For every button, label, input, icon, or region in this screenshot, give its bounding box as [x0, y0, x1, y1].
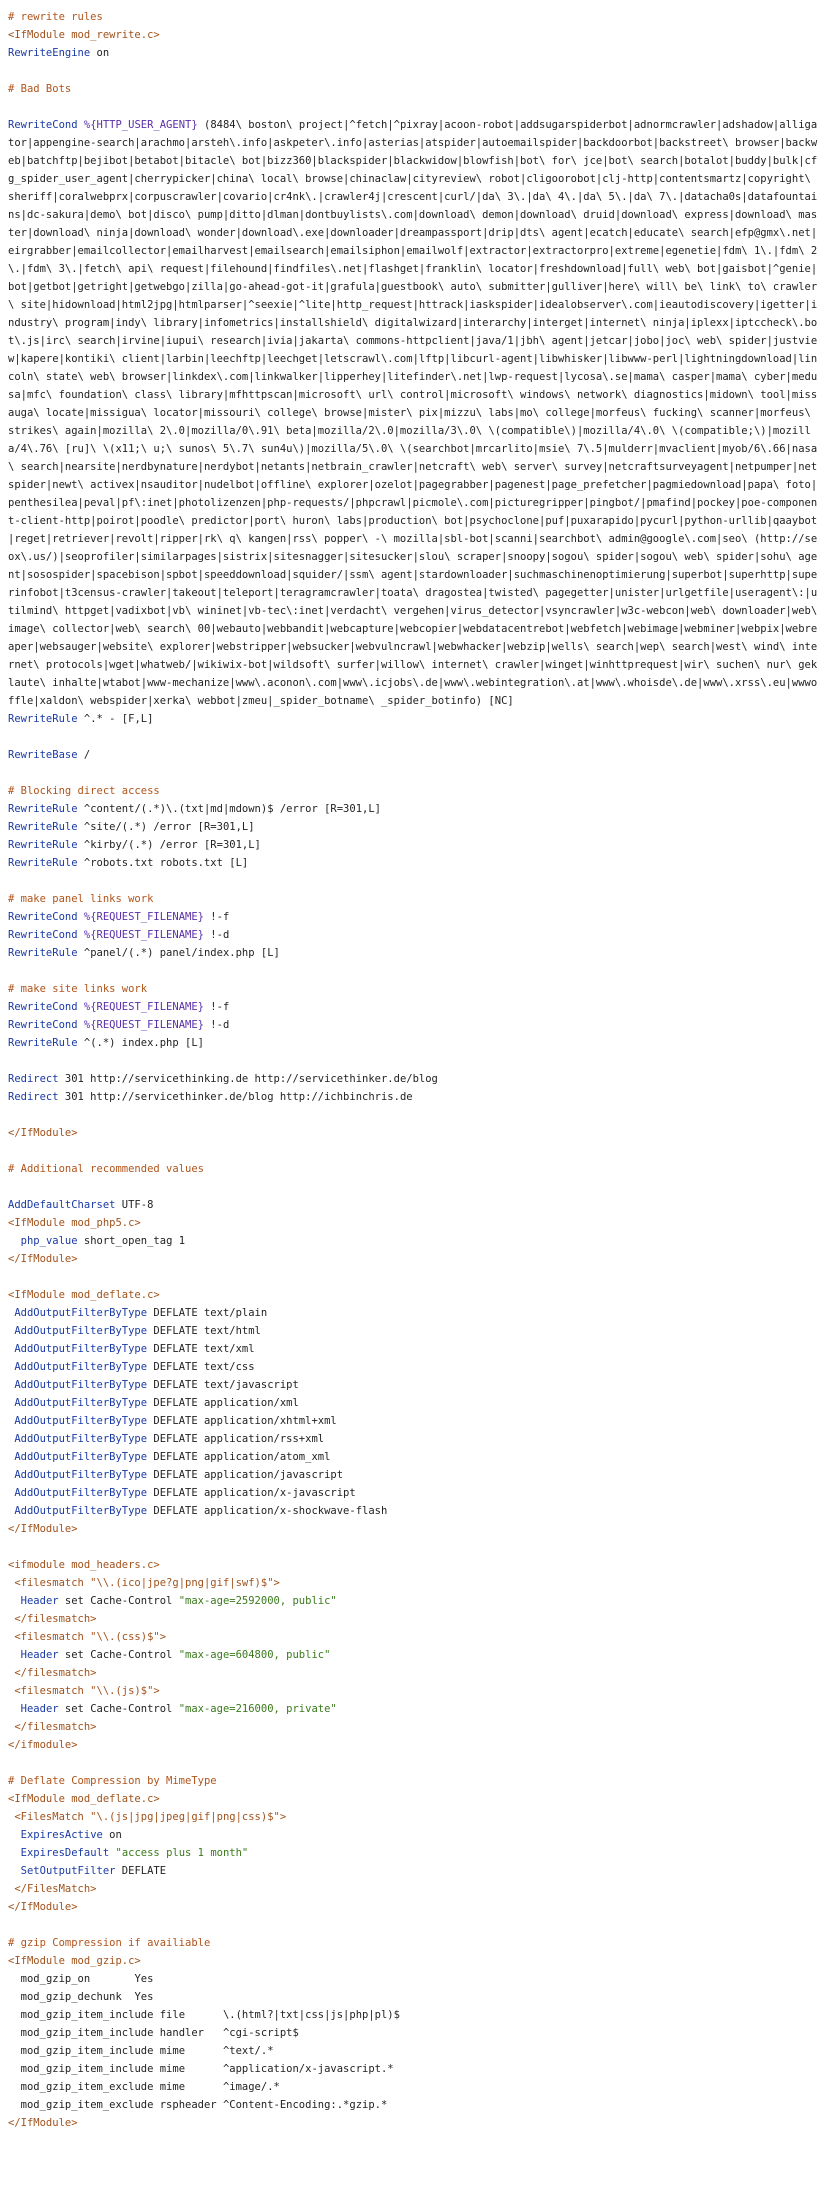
- code-line: <IfModule mod_deflate.c>: [8, 1289, 160, 1301]
- directive-keyword: AddOutputFilterByType: [14, 1325, 148, 1337]
- code-line: <filesmatch "\\.(css)$">: [8, 1631, 167, 1643]
- code-line: RewriteEngine on: [8, 47, 110, 59]
- code-line: RewriteRule ^.* - [F,L]: [8, 713, 154, 725]
- code-line: Header set Cache-Control "max-age=216000, private": [20, 1703, 337, 1715]
- code-line: </filesmatch>: [8, 1667, 97, 1679]
- directive-keyword: RewriteRule: [8, 713, 78, 725]
- code-line: mod_gzip_item_exclude rspheader ^Content-Encoding:.*gzip.*: [8, 2099, 388, 2111]
- code-line: <IfModule mod_deflate.c>: [8, 1793, 160, 1805]
- code-line: <FilesMatch "\.(js|jpg|jpeg|gif|png|css)$">: [8, 1811, 287, 1823]
- code-line: </FilesMatch>: [8, 1883, 97, 1895]
- server-variable: %{REQUEST_FILENAME}: [83, 1019, 204, 1031]
- code-line: AddOutputFilterByType DEFLATE text/css: [14, 1361, 255, 1373]
- code-line: RewriteCond %{REQUEST_FILENAME} !-f: [8, 1001, 230, 1013]
- code-line: AddOutputFilterByType DEFLATE application/x-shockwave-flash: [14, 1505, 388, 1517]
- string-literal: "access plus 1 month": [115, 1847, 249, 1859]
- directive-keyword: RewriteCond: [8, 119, 78, 131]
- code-line: # Blocking direct access: [8, 785, 160, 797]
- code-line: <filesmatch "\\.(js)$">: [8, 1685, 160, 1697]
- code-line: RewriteBase /: [8, 749, 91, 761]
- directive-keyword: AddOutputFilterByType: [14, 1379, 148, 1391]
- code-line: AddOutputFilterByType DEFLATE text/javascript: [14, 1379, 299, 1391]
- code-line: AddOutputFilterByType DEFLATE text/xml: [14, 1343, 255, 1355]
- directive-keyword: AddOutputFilterByType: [14, 1343, 148, 1355]
- code-line: RewriteRule ^content/(.*)\.(txt|md|mdown)$ /error [R=301,L]: [8, 803, 381, 815]
- directive-keyword: RewriteBase: [8, 749, 78, 761]
- code-line: [8, 1844, 818, 1862]
- directive-keyword: Header: [20, 1703, 59, 1715]
- code-line: [8, 98, 818, 116]
- directive-keyword: AddOutputFilterByType: [14, 1487, 148, 1499]
- code-line: SetOutputFilter DEFLATE: [20, 1865, 167, 1877]
- directive-keyword: RewriteRule: [8, 821, 78, 833]
- code-line: [8, 1178, 818, 1196]
- directive-keyword: Redirect: [8, 1091, 59, 1103]
- code-line: </ifmodule>: [8, 1739, 78, 1751]
- code-line: [8, 872, 818, 890]
- code-line: mod_gzip_dechunk Yes: [8, 1991, 154, 2003]
- server-variable: %{REQUEST_FILENAME}: [83, 911, 204, 923]
- code-line: <ifmodule mod_headers.c>: [8, 1559, 160, 1571]
- code-line: RewriteRule ^kirby/(.*) /error [R=301,L]: [8, 839, 261, 851]
- code-line: RewriteCond %{REQUEST_FILENAME} !-d: [8, 929, 230, 941]
- code-line: Redirect 301 http://servicethinker.de/blog http://ichbinchris.de: [8, 1091, 413, 1103]
- code-line: php_value short_open_tag 1: [20, 1235, 186, 1247]
- code-line: # Bad Bots: [8, 83, 72, 95]
- directive-keyword: RewriteRule: [8, 857, 78, 869]
- code-line: RewriteRule ^robots.txt robots.txt [L]: [8, 857, 249, 869]
- directive-keyword: AddDefaultCharset: [8, 1199, 116, 1211]
- code-line: [8, 1106, 818, 1124]
- code-line: ExpiresActive on: [20, 1829, 122, 1841]
- directive-keyword: RewriteCond: [8, 1019, 78, 1031]
- code-line: [8, 62, 818, 80]
- directive-keyword: AddOutputFilterByType: [14, 1505, 148, 1517]
- directive-keyword: SetOutputFilter: [20, 1865, 116, 1877]
- directive-keyword: Header: [20, 1595, 59, 1607]
- code-line: RewriteRule ^site/(.*) /error [R=301,L]: [8, 821, 255, 833]
- code-line: <filesmatch "\\.(ico|jpe?g|png|gif|swf)$">: [8, 1577, 280, 1589]
- directive-keyword: RewriteRule: [8, 1037, 78, 1049]
- directive-keyword: AddOutputFilterByType: [14, 1469, 148, 1481]
- code-line: # Deflate Compression by MimeType: [8, 1775, 217, 1787]
- code-line: # Additional recommended values: [8, 1163, 204, 1175]
- code-line: Header set Cache-Control "max-age=604800, public": [20, 1649, 331, 1661]
- code-line: <IfModule mod_php5.c>: [8, 1217, 141, 1229]
- directive-keyword: RewriteRule: [8, 947, 78, 959]
- code-line: [8, 1754, 818, 1772]
- code-line: AddOutputFilterByType DEFLATE application/xml: [14, 1397, 299, 1409]
- code-line: # rewrite rules: [8, 11, 103, 23]
- code-line: mod_gzip_item_exclude mime ^image/.*: [8, 2081, 280, 2093]
- code-line: AddOutputFilterByType DEFLATE application/javascript: [14, 1469, 344, 1481]
- code-line: </IfModule>: [8, 1523, 78, 1535]
- directive-keyword: Redirect: [8, 1073, 59, 1085]
- code-line: </filesmatch>: [8, 1613, 97, 1625]
- code-line: <IfModule mod_gzip.c>: [8, 1955, 141, 1967]
- string-literal: "max-age=2592000, public": [178, 1595, 337, 1607]
- code-line: </IfModule>: [8, 1901, 78, 1913]
- directive-keyword: RewriteRule: [8, 803, 78, 815]
- code-line: </filesmatch>: [8, 1721, 97, 1733]
- directive-keyword: AddOutputFilterByType: [14, 1451, 148, 1463]
- directive-keyword: Header: [20, 1649, 59, 1661]
- code-line: # make site links work: [8, 983, 148, 995]
- directive-keyword: RewriteEngine: [8, 47, 91, 59]
- code-line: AddOutputFilterByType DEFLATE text/html: [14, 1325, 261, 1337]
- string-literal: "max-age=604800, public": [178, 1649, 331, 1661]
- directive-keyword: AddOutputFilterByType: [14, 1397, 148, 1409]
- code-line: RewriteCond %{HTTP_USER_AGENT} (8484\ boston\ project|^fetch|^pixray|acoon-robot|addsugarspiderbot|adnormcrawler|adshadow|alligator|appengine-search|arachmo|arsteh\.info|askpeter\.info|asterias|atspider|autoemailspider|backdoorbot|backstreet\ browser|backweb|batchftp|bejibot|betabot|bitacle\ bot|bizz360|blackspider|blackwidow|blowfish|bot\ for\ jce|bot\ search|botalot|buddy|bulk|cfg_spider_user_agent|cherrypicker|china\ local\ browse|chinaclaw|cityreview\ robot|cligoorobot|clj-http|contentsmartz|copyright\ sheriff|coralwebprx|corpuscrawler|covario|cr4nk\.|crawler4j|crescent|curl/|da\ 3\.|da\ 4\.|da\ 5\.|da\ 7\.|datacha0s|datafountains|dc-sakura|demo\ bot|disco\ pump|ditto|dlman|dontbuylists\.com|download\ demon|download\ druid|download\ express|download\ master|download\ ninja|download\ wonder|download\.exe|downloader|dreampassport|drip|dts\ agent|ecatch|educate\ search|efp@gmx\.net|eirgrabber|emailcollector|emailharvest|emailsearch|emailsiphon|emailwolf|extractor|extractorpro|extreme|egenetie|fdm\ 1\.|fdm\ 2\.|fdm\ 3\.|fetch\ api\ request|filehound|findfiles\.net|flashget|franklin\ locator|freshdownload|full\ web\ bot|gaisbot|^genie|bot|getbot|getright|getwebgo|zilla|go-ahead-got-it|grafula|guestbook\ auto\ submitter|gulliver|here\ will\ be\ link\ to\ crawler\ site|hidownload|html2jpg|htmlparser|^seexie|^lite|http_request|httrack|iaskspider|idealobserver\.com|ieautodiscovery|igetter|industry\ program|indy\ library|infometrics|installshield\ digitalwizard|interarchy|interget|internet\ ninja|iplexx|iptccheck\.bot\.js|irc\ search|irvine|iupui\ research|ivia|jakarta\ commons-httpclient|java/1|jbh\ agent|jetcar|jobo|joc\ web\ spider|justview|kapere|kontiki\ client|larbin|leechftp|leechget|letscrawl\.com|lftp|libcurl-agent|libwhisker|libwww-perl|lightningdownload|lincoln\ state\ web\ browser|linkdex\.com|linkwalker|lipperhey|litefinder\.net|lwp-request|lycosa\.se|mama\ casper|mama\ cyber|medusa|mfc\ foundation\ class\ library|mfhttpscan|microsoft\ url\ control|microsoft\ windows\ network\ diagnostics|midown\ tool|missauga\ locate|missigua\ locator|missouri\ college\ browse|mister\ pix|mizzu\ labs|mo\ college|morfeus\ fucking\ scanner|morfeus\ strikes\ again|mozilla\ 2\.0|mozilla/0\.91\ beta|mozilla/2\.0|mozilla/3\.0\ \(compatible\)|mozilla/4\.0\ \(compatible;\)|mozilla/4\.76\ [ru]\ \(x11;\ u;\ sunos\ 5\.7\ sun4u\)|mozilla/5\.0\ \(searchbot|mrcarlito|msie\ 7\.5|mulderr|mvaclient|myob/6\.66|nasa\ search|nearsite|nerdbynature|nerdybot|netants|netbrain_crawler|netcraft\ web\ server\ survey|netcraftsurveyagent|netpumper|netspider|newt\ activex|nsauditor|nudelbot|offline\ explorer|ozelot|pagegrabber|pagenest|page_prefetcher|pagmiedownload|papa\ foto|penthesilea|peval|pf\:inet|photolizenzen|php-requests/|phpcrawl|picmole\.com|picturegripper|pingbot/|pmafind|pockey|poe-component-client-http|poirot|poodle\ predictor|port\ huron\ labs|production\ bot|psychoclone|puf|puxarapido|pycurl|python-urllib|qaaybot|reget|retriever|revolt|ripper|rk\ q\ kangen|rss\ popper\ -\ mozilla|sbl-bot|scanni|searchbot\ admin@google\.com|seo\ (http://seox\.us/)|seoprofiler|similarpages|sistrix|sitesnagger|sitesucker|slou\ scraper|snoopy|sogou\ spider|sogou\ web\ spider|sohu\ agent|sosospider|spacebison|spbot|speeddownload|squider/|ssm\ agent|stardownloader|suchmaschinenoptimierung|superbot|superhttp|superinfobot|t3census-crawler|takeout|teleport|teragramcrawler|toata\ dragostea|twisted\ pagegetter|unister|urlgetfile|useragent\:|utilmind\ httpget|vadixbot|vb\ wininet|vb-tec\:inet|verdacht\ vergehen|virus_detector|vsyncrawler|w3c-webcon|web\ downloader|web\ image\ collector|web\ search\ 00|webauto|webbandit|webcapture|webcopier|webdatacentrebot|webfetch|webimage|webminer|webpix|webreaper|websauger|website\ explorer|webstripper|websucker|webvulncrawl|webwhacker|webzip|wells\ search|wep\ search|west\ wind\ internet\ protocols|wget|whatweb/|wikiwix-bot|wildsoft\ surfer|willow\ internet\ crawler|winget|winhttprequest|wir\ suchen\ nur\ geklaute\ inhalte|wtabot|www-mechanize|www\.aconon\.com|www\.icjobs\.de|www\.webintegration\.at|www\.whoisde\.de|www\.xrss\.eu|wwwoffle|xaldon\ webspider|xerka\ webbot|zmeu|_spider_botname\ _spider_botinfo) [NC]: [8, 119, 824, 707]
- code-line: Header set Cache-Control "max-age=2592000, public": [20, 1595, 337, 1607]
- server-variable: %{HTTP_USER_AGENT}: [83, 119, 198, 131]
- code-line: RewriteRule ^(.*) index.php [L]: [8, 1037, 204, 1049]
- directive-keyword: ExpiresActive: [20, 1829, 103, 1841]
- code-line: # gzip Compression if availiable: [8, 1937, 211, 1949]
- directive-keyword: AddOutputFilterByType: [14, 1433, 148, 1445]
- directive-keyword: ExpiresDefault: [20, 1847, 110, 1859]
- code-line: mod_gzip_item_include mime ^text/.*: [8, 2045, 274, 2057]
- server-variable: %{REQUEST_FILENAME}: [83, 929, 204, 941]
- code-line: AddOutputFilterByType DEFLATE application/xhtml+xml: [14, 1415, 337, 1427]
- directive-keyword: RewriteCond: [8, 929, 78, 941]
- server-variable: %{REQUEST_FILENAME}: [83, 1001, 204, 1013]
- code-line: [8, 1538, 818, 1556]
- string-literal: "max-age=216000, private": [178, 1703, 337, 1715]
- code-line: AddDefaultCharset UTF-8: [8, 1199, 154, 1211]
- code-line: </IfModule>: [8, 1253, 78, 1265]
- code-line: AddOutputFilterByType DEFLATE application/atom_xml: [14, 1451, 331, 1463]
- code-line: AddOutputFilterByType DEFLATE text/plain: [14, 1307, 268, 1319]
- code-line: AddOutputFilterByType DEFLATE application/x-javascript: [14, 1487, 356, 1499]
- directive-keyword: AddOutputFilterByType: [14, 1415, 148, 1427]
- code-line: mod_gzip_item_include handler ^cgi-script$: [8, 2027, 299, 2039]
- code-line: RewriteCond %{REQUEST_FILENAME} !-f: [8, 911, 230, 923]
- code-line: AddOutputFilterByType DEFLATE application/rss+xml: [14, 1433, 325, 1445]
- code-line: </IfModule>: [8, 1127, 78, 1139]
- code-line: <IfModule mod_rewrite.c>: [8, 29, 160, 41]
- directive-keyword: AddOutputFilterByType: [14, 1361, 148, 1373]
- code-line: mod_gzip_item_include mime ^application/x-javascript.*: [8, 2063, 394, 2075]
- code-line: [8, 1052, 818, 1070]
- code-line: [8, 1142, 818, 1160]
- code-line: [8, 962, 818, 980]
- code-line: </IfModule>: [8, 2117, 78, 2129]
- directive-keyword: RewriteRule: [8, 839, 78, 851]
- code-line: # make panel links work: [8, 893, 154, 905]
- code-line: mod_gzip_on Yes: [8, 1973, 154, 1985]
- code-line: RewriteCond %{REQUEST_FILENAME} !-d: [8, 1019, 230, 1031]
- code-line: [8, 764, 818, 782]
- directive-keyword: RewriteCond: [8, 911, 78, 923]
- code-line: [8, 728, 818, 746]
- code-line: [8, 1268, 818, 1286]
- directive-keyword: AddOutputFilterByType: [14, 1307, 148, 1319]
- code-line: mod_gzip_item_include file \.(html?|txt|css|js|php|pl)$: [8, 2009, 400, 2021]
- directive-keyword: RewriteCond: [8, 1001, 78, 1013]
- directive-keyword: php_value: [20, 1235, 78, 1247]
- code-line: [8, 1916, 818, 1934]
- code-line: RewriteRule ^panel/(.*) panel/index.php [L]: [8, 947, 280, 959]
- code-line: Redirect 301 http://servicethinking.de http://servicethinker.de/blog: [8, 1073, 438, 1085]
